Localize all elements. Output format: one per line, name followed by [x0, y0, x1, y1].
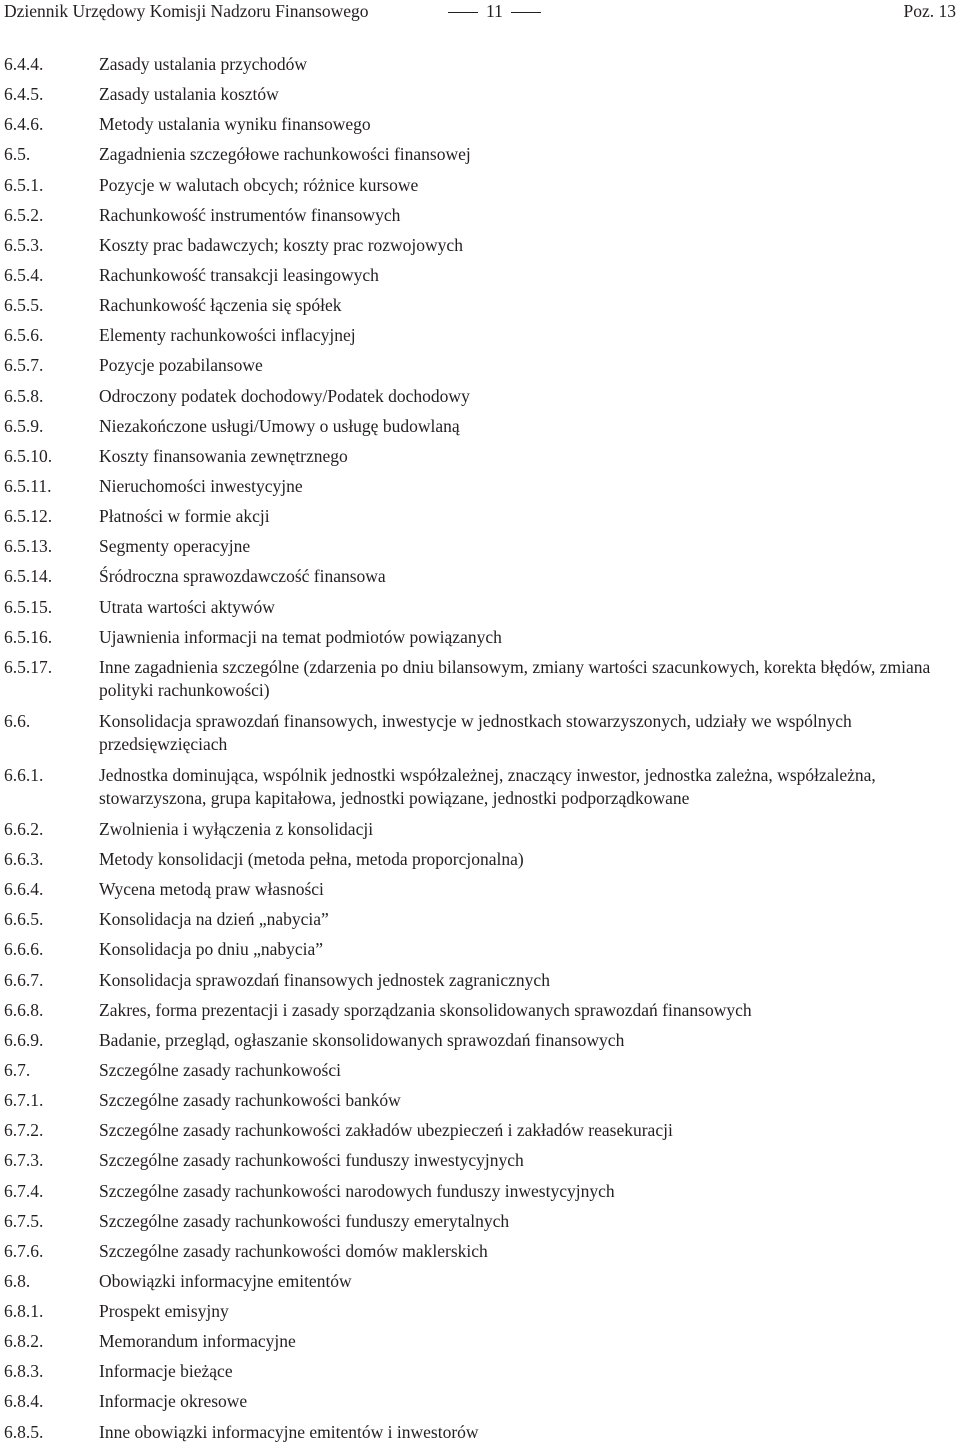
toc-entry-title: Memorandum informacyjne [99, 1331, 296, 1352]
toc-entry-title: Informacje bieżące [99, 1361, 233, 1382]
toc-entry [0, 505, 960, 535]
toc-entry-title: Ujawnienia informacji na temat podmiotów powiązanych [99, 626, 502, 647]
toc-entry-number: 6.6.7. [4, 969, 44, 990]
toc-entry [0, 1390, 960, 1420]
toc-entry-number: 6.6.9. [4, 1029, 44, 1050]
toc-entry [0, 143, 960, 173]
toc-entry [0, 294, 960, 324]
toc-entry-number: 6.5.12. [4, 506, 53, 527]
toc-entry-title: Konsolidacja sprawozdań finansowych, inwestycje w jednostkach stowarzyszonych, udziały we wspólnych przedsięwzięciach [99, 710, 852, 754]
toc-entry-title: Metody ustalania wyniku finansowego [99, 114, 371, 135]
toc-entry-title: Konsolidacja na dzień „nabycia” [99, 909, 329, 930]
toc-entry-title: Rachunkowość łączenia się spółek [99, 295, 342, 316]
toc-entry-title: Zasady ustalania przychodów [99, 54, 307, 74]
toc-entry [0, 908, 960, 938]
toc-entry [0, 83, 960, 113]
toc-entry-number: 6.6.1. [4, 764, 44, 785]
toc-entry [0, 324, 960, 354]
toc-entry-number: 6.7.4. [4, 1180, 44, 1201]
toc-entry [0, 1119, 960, 1149]
toc-entry-title: Koszty prac badawczych; koszty prac rozwojowych [99, 234, 463, 255]
toc-entry-title: Pozycje w walutach obcych; różnice kursowe [99, 174, 419, 195]
toc-entry-number: 6.5.8. [4, 385, 44, 406]
page-number-value: 11 [486, 1, 503, 21]
toc-entry-number: 6.5.14. [4, 566, 53, 587]
toc-entry-title: Obowiązki informacyjne emitentów [99, 1270, 352, 1291]
toc-entry [0, 878, 960, 908]
dash-left [448, 12, 478, 13]
toc-entry-title: Rachunkowość instrumentów finansowych [99, 204, 401, 225]
toc-entry [0, 764, 960, 818]
toc-entry [0, 1240, 960, 1270]
toc-entry [0, 969, 960, 999]
toc-entry-number: 6.5.9. [4, 415, 44, 436]
dash-right [511, 12, 541, 13]
position-label: Poz. 13 [903, 1, 956, 21]
toc-entry-number: 6.5.10. [4, 445, 53, 466]
toc-entry-number: 6.7.6. [4, 1240, 44, 1261]
toc-entry-number: 6.6.4. [4, 879, 44, 900]
toc-entry-title: Informacje okresowe [99, 1391, 248, 1412]
toc-entry [0, 1089, 960, 1119]
toc-entry [0, 53, 960, 83]
toc-entry-title: Szczególne zasady rachunkowości zakładów ubezpieczeń i zakładów reasekuracji [99, 1120, 673, 1141]
toc-entry-title: Zagadnienia szczegółowe rachunkowości finansowej [99, 144, 471, 165]
toc-entry-title: Zakres, forma prezentacji i zasady sporządzania skonsolidowanych sprawozdań finansowych [99, 999, 752, 1020]
toc-entry-number: 6.8.2. [4, 1331, 44, 1352]
toc-entry-title: Rachunkowość transakcji leasingowych [99, 264, 379, 285]
toc-entry-title: Szczególne zasady rachunkowości domów maklerskich [99, 1240, 488, 1261]
toc-entry [0, 938, 960, 968]
toc-entry [0, 626, 960, 656]
toc-entry-title: Prospekt emisyjny [99, 1301, 229, 1322]
toc-entry [0, 656, 960, 710]
toc-entry-number: 6.5.2. [4, 204, 44, 225]
toc-entry [0, 234, 960, 264]
toc-entry-number: 6.7.2. [4, 1120, 44, 1141]
toc-entry-title: Konsolidacja sprawozdań finansowych jednostek zagranicznych [99, 969, 550, 990]
toc-entry [0, 1149, 960, 1179]
toc-entry-title: Metody konsolidacji (metoda pełna, metoda proporcjonalna) [99, 848, 524, 869]
page-number [440, 0, 549, 22]
toc-entry-number: 6.7. [4, 1059, 31, 1080]
toc-entry-number: 6.6.6. [4, 939, 44, 960]
toc-entry [0, 264, 960, 294]
toc-entry-number: 6.5.16. [4, 626, 53, 647]
toc-entry-number: 6.7.3. [4, 1150, 44, 1171]
toc-entry-title: Szczególne zasady rachunkowości banków [99, 1090, 401, 1111]
toc-entry [0, 565, 960, 595]
toc-entry-number: 6.6.8. [4, 999, 44, 1020]
table-of-contents [0, 53, 960, 1451]
toc-entry-number: 6.5.3. [4, 234, 44, 255]
toc-entry-number: 6.5.15. [4, 596, 53, 617]
toc-entry [0, 818, 960, 848]
toc-entry-title: Zwolnienia i wyłączenia z konsolidacji [99, 818, 374, 839]
toc-entry-number: 6.8. [4, 1270, 31, 1291]
toc-entry-title: Zasady ustalania kosztów [99, 84, 279, 105]
toc-entry [0, 415, 960, 445]
toc-entry-number: 6.6. [4, 710, 31, 731]
toc-entry-number: 6.8.3. [4, 1361, 44, 1382]
toc-entry [0, 475, 960, 505]
toc-entry-title: Szczególne zasady rachunkowości funduszy emerytalnych [99, 1210, 510, 1231]
toc-entry-title: Inne obowiązki informacyjne emitentów i inwestorów [99, 1421, 479, 1442]
toc-entry-title: Inne zagadnienia szczególne (zdarzenia po dniu bilansowym, zmiany wartości szacunkowych, korekta błędów, zmiana polityki rachunkowości) [99, 656, 931, 700]
toc-entry-title: Nieruchomości inwestycyjne [99, 475, 303, 496]
toc-entry [0, 1300, 960, 1330]
toc-entry-number: 6.7.5. [4, 1210, 44, 1231]
toc-entry [0, 354, 960, 384]
page-header [0, 0, 960, 26]
toc-entry-title: Odroczony podatek dochodowy/Podatek dochodowy [99, 385, 470, 406]
toc-entry [0, 535, 960, 565]
toc-entry-title: Pozycje pozabilansowe [99, 355, 263, 376]
toc-entry [0, 848, 960, 878]
toc-entry-number: 6.5.17. [4, 656, 53, 677]
toc-entry-number: 6.8.5. [4, 1421, 44, 1442]
toc-entry-number: 6.4.4. [4, 54, 44, 74]
toc-entry-title: Szczególne zasady rachunkowości funduszy inwestycyjnych [99, 1150, 524, 1171]
toc-entry [0, 385, 960, 415]
toc-entry-title: Wycena metodą praw własności [99, 879, 324, 900]
toc-entry-number: 6.5.13. [4, 536, 53, 557]
toc-entry-title: Szczególne zasady rachunkowości [99, 1059, 341, 1080]
toc-entry [0, 1210, 960, 1240]
toc-entry [0, 1360, 960, 1390]
toc-entry [0, 174, 960, 204]
toc-entry-number: 6.5.5. [4, 295, 44, 316]
toc-entry-number: 6.5.6. [4, 325, 44, 346]
toc-entry-number: 6.5.1. [4, 174, 44, 195]
toc-entry-title: Elementy rachunkowości inflacyjnej [99, 325, 356, 346]
toc-entry-title: Niezakończone usługi/Umowy o usługę budowlaną [99, 415, 460, 436]
publication-title: Dziennik Urzędowy Komisji Nadzoru Finansowego [4, 1, 369, 21]
toc-entry-number: 6.7.1. [4, 1090, 44, 1111]
toc-entry-title: Szczególne zasady rachunkowości narodowych funduszy inwestycyjnych [99, 1180, 615, 1201]
toc-entry [0, 1180, 960, 1210]
toc-entry [0, 596, 960, 626]
toc-entry [0, 445, 960, 475]
toc-entry [0, 204, 960, 234]
toc-entry-number: 6.4.5. [4, 84, 44, 105]
toc-entry [0, 1421, 960, 1451]
toc-entry-number: 6.5. [4, 144, 31, 165]
toc-entry-number: 6.5.4. [4, 264, 44, 285]
toc-entry [0, 1029, 960, 1059]
toc-entry-title: Jednostka dominująca, wspólnik jednostki współzależnej, znaczący inwestor, jednostka zależna, współzależna, stowarzyszona, grupa kapitałowa, jednostki powiązane, jednostki podporządkowane [99, 764, 876, 808]
toc-entry-title: Koszty finansowania zewnętrznego [99, 445, 348, 466]
toc-entry-title: Płatności w formie akcji [99, 506, 270, 527]
toc-entry-number: 6.6.5. [4, 909, 44, 930]
toc-entry-number: 6.5.7. [4, 355, 44, 376]
toc-entry-number: 6.6.2. [4, 818, 44, 839]
toc-entry-title: Segmenty operacyjne [99, 536, 251, 557]
toc-entry [0, 710, 960, 764]
toc-entry-title: Konsolidacja po dniu „nabycia” [99, 939, 324, 960]
toc-entry-number: 6.4.6. [4, 114, 44, 135]
toc-entry-number: 6.6.3. [4, 848, 44, 869]
toc-entry-title: Śródroczna sprawozdawczość finansowa [99, 566, 386, 587]
toc-entry-number: 6.8.4. [4, 1391, 44, 1412]
toc-entry [0, 113, 960, 143]
toc-entry [0, 1270, 960, 1300]
toc-entry-title: Badanie, przegląd, ogłaszanie skonsolidowanych sprawozdań finansowych [99, 1029, 625, 1050]
toc-entry-title: Utrata wartości aktywów [99, 596, 275, 617]
toc-entry-number: 6.8.1. [4, 1301, 44, 1322]
toc-entry [0, 1059, 960, 1089]
toc-entry-number: 6.5.11. [4, 475, 52, 496]
toc-entry [0, 1330, 960, 1360]
toc-entry [0, 999, 960, 1029]
